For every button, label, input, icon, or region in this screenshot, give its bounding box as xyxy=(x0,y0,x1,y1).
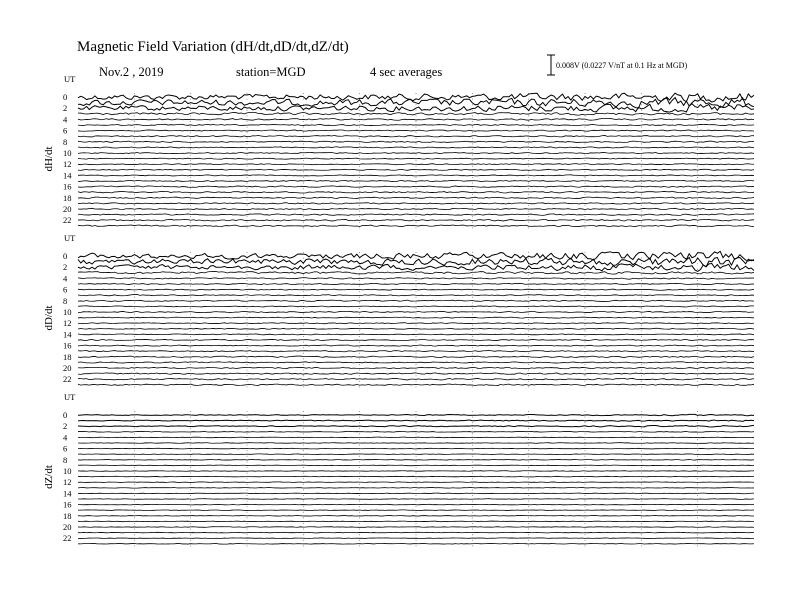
trace-line xyxy=(78,543,754,544)
hour-label: 6 xyxy=(63,443,68,454)
trace-line xyxy=(78,186,754,187)
hour-label: 0 xyxy=(63,410,68,420)
trace-line xyxy=(78,378,754,380)
hour-label: 6 xyxy=(63,125,68,136)
trace-line xyxy=(78,345,754,346)
ut-label: UT xyxy=(64,74,76,84)
trace-line xyxy=(78,257,754,266)
averaging-label: 4 sec averages xyxy=(370,65,443,79)
trace-line xyxy=(78,425,754,427)
hour-label: 0 xyxy=(63,92,68,102)
hour-label: 16 xyxy=(63,340,72,351)
trace-line xyxy=(78,306,754,307)
trace-line xyxy=(78,454,754,455)
trace-line xyxy=(78,356,754,357)
hour-label: 8 xyxy=(63,454,68,465)
trace-line xyxy=(78,420,754,421)
trace-line xyxy=(78,334,754,335)
trace-line xyxy=(78,504,754,505)
trace-line xyxy=(78,538,754,539)
trace-line xyxy=(78,175,754,176)
trace-line xyxy=(78,476,754,477)
hour-label: 6 xyxy=(63,284,68,295)
hour-label: 16 xyxy=(63,499,72,510)
trace-line xyxy=(78,124,754,125)
trace-line xyxy=(78,158,754,159)
trace-line xyxy=(78,152,754,153)
trace-line xyxy=(78,362,754,363)
hour-label: 20 xyxy=(63,204,72,214)
hour-label: 2 xyxy=(63,103,68,114)
trace-line xyxy=(78,300,754,301)
trace-line xyxy=(78,203,754,204)
trace-line xyxy=(78,93,754,102)
hour-label: 4 xyxy=(63,273,68,284)
trace-line xyxy=(78,191,754,193)
trace-line xyxy=(78,443,754,444)
ut-label: UT xyxy=(64,392,76,402)
hour-label: 4 xyxy=(63,114,68,125)
hour-label: 10 xyxy=(63,307,72,317)
trace-line xyxy=(78,180,754,181)
trace-line xyxy=(78,431,754,432)
trace-line xyxy=(78,323,754,324)
trace-line xyxy=(78,164,754,165)
y-axis-label: dD/dt xyxy=(43,305,55,331)
trace-line xyxy=(78,527,754,528)
hour-label: 20 xyxy=(63,522,72,532)
hour-label: 14 xyxy=(63,488,72,499)
date-label: Nov.2 , 2019 xyxy=(99,65,164,79)
hour-label: 10 xyxy=(63,148,72,158)
hour-label: 12 xyxy=(63,318,72,329)
hour-label: 22 xyxy=(63,374,72,385)
station-label: station=MGD xyxy=(236,65,306,79)
trace-line xyxy=(78,283,754,284)
trace-line xyxy=(78,384,754,386)
y-axis-label: dZ/dt xyxy=(43,465,55,489)
trace-line xyxy=(78,367,754,368)
trace-line xyxy=(78,271,754,274)
trace-line xyxy=(78,373,754,374)
trace-line xyxy=(78,510,754,511)
hour-label: 8 xyxy=(63,295,68,306)
hour-label: 2 xyxy=(63,421,68,432)
trace-line xyxy=(78,289,754,290)
trace-line xyxy=(78,135,754,137)
trace-line xyxy=(78,214,754,216)
trace-line xyxy=(78,317,754,318)
scale-bar-label: 0.008V (0.0227 V/nT at 0.1 Hz at MGD) xyxy=(556,61,688,70)
trace-line xyxy=(78,515,754,516)
trace-line xyxy=(78,119,754,121)
hour-label: 14 xyxy=(63,329,72,340)
trace-line xyxy=(78,499,754,500)
trace-line xyxy=(78,532,754,533)
trace-line xyxy=(78,521,754,522)
trace-line xyxy=(78,460,754,461)
trace-line xyxy=(78,465,754,466)
trace-line xyxy=(78,493,754,494)
trace-line xyxy=(78,471,754,472)
trace-line xyxy=(78,350,754,351)
trace-line xyxy=(78,488,754,489)
chart-title: Magnetic Field Variation (dH/dt,dD/dt,dZ/dt) xyxy=(77,39,349,55)
hour-label: 18 xyxy=(63,510,72,521)
trace-line xyxy=(78,141,754,142)
hour-label: 18 xyxy=(63,192,72,203)
trace-line xyxy=(78,130,754,131)
hour-label: 2 xyxy=(63,262,68,273)
hour-label: 22 xyxy=(63,533,72,544)
trace-line xyxy=(78,328,754,329)
hour-label: 8 xyxy=(63,136,68,147)
trace-line xyxy=(78,339,754,340)
hour-label: 20 xyxy=(63,363,72,373)
trace-line xyxy=(78,225,754,227)
ut-label: UT xyxy=(64,233,76,243)
trace-line xyxy=(78,437,754,438)
trace-line xyxy=(78,208,754,209)
hour-label: 0 xyxy=(63,251,68,261)
hour-label: 12 xyxy=(63,477,72,488)
hour-label: 16 xyxy=(63,181,72,192)
hour-label: 12 xyxy=(63,159,72,170)
hour-label: 10 xyxy=(63,466,72,476)
trace-line xyxy=(78,278,754,280)
trace-line xyxy=(78,112,754,115)
trace-line xyxy=(78,147,754,148)
hour-label: 14 xyxy=(63,170,72,181)
y-axis-label: dH/dt xyxy=(43,146,55,172)
hour-label: 4 xyxy=(63,432,68,443)
trace-line xyxy=(78,311,754,312)
hour-label: 18 xyxy=(63,351,72,362)
trace-line xyxy=(78,219,754,221)
trace-line xyxy=(78,169,754,170)
hour-label: 22 xyxy=(63,215,72,226)
trace-line xyxy=(78,414,754,415)
trace-line xyxy=(78,448,754,449)
trace-line xyxy=(78,197,754,199)
trace-line xyxy=(78,295,754,296)
trace-line xyxy=(78,482,754,483)
